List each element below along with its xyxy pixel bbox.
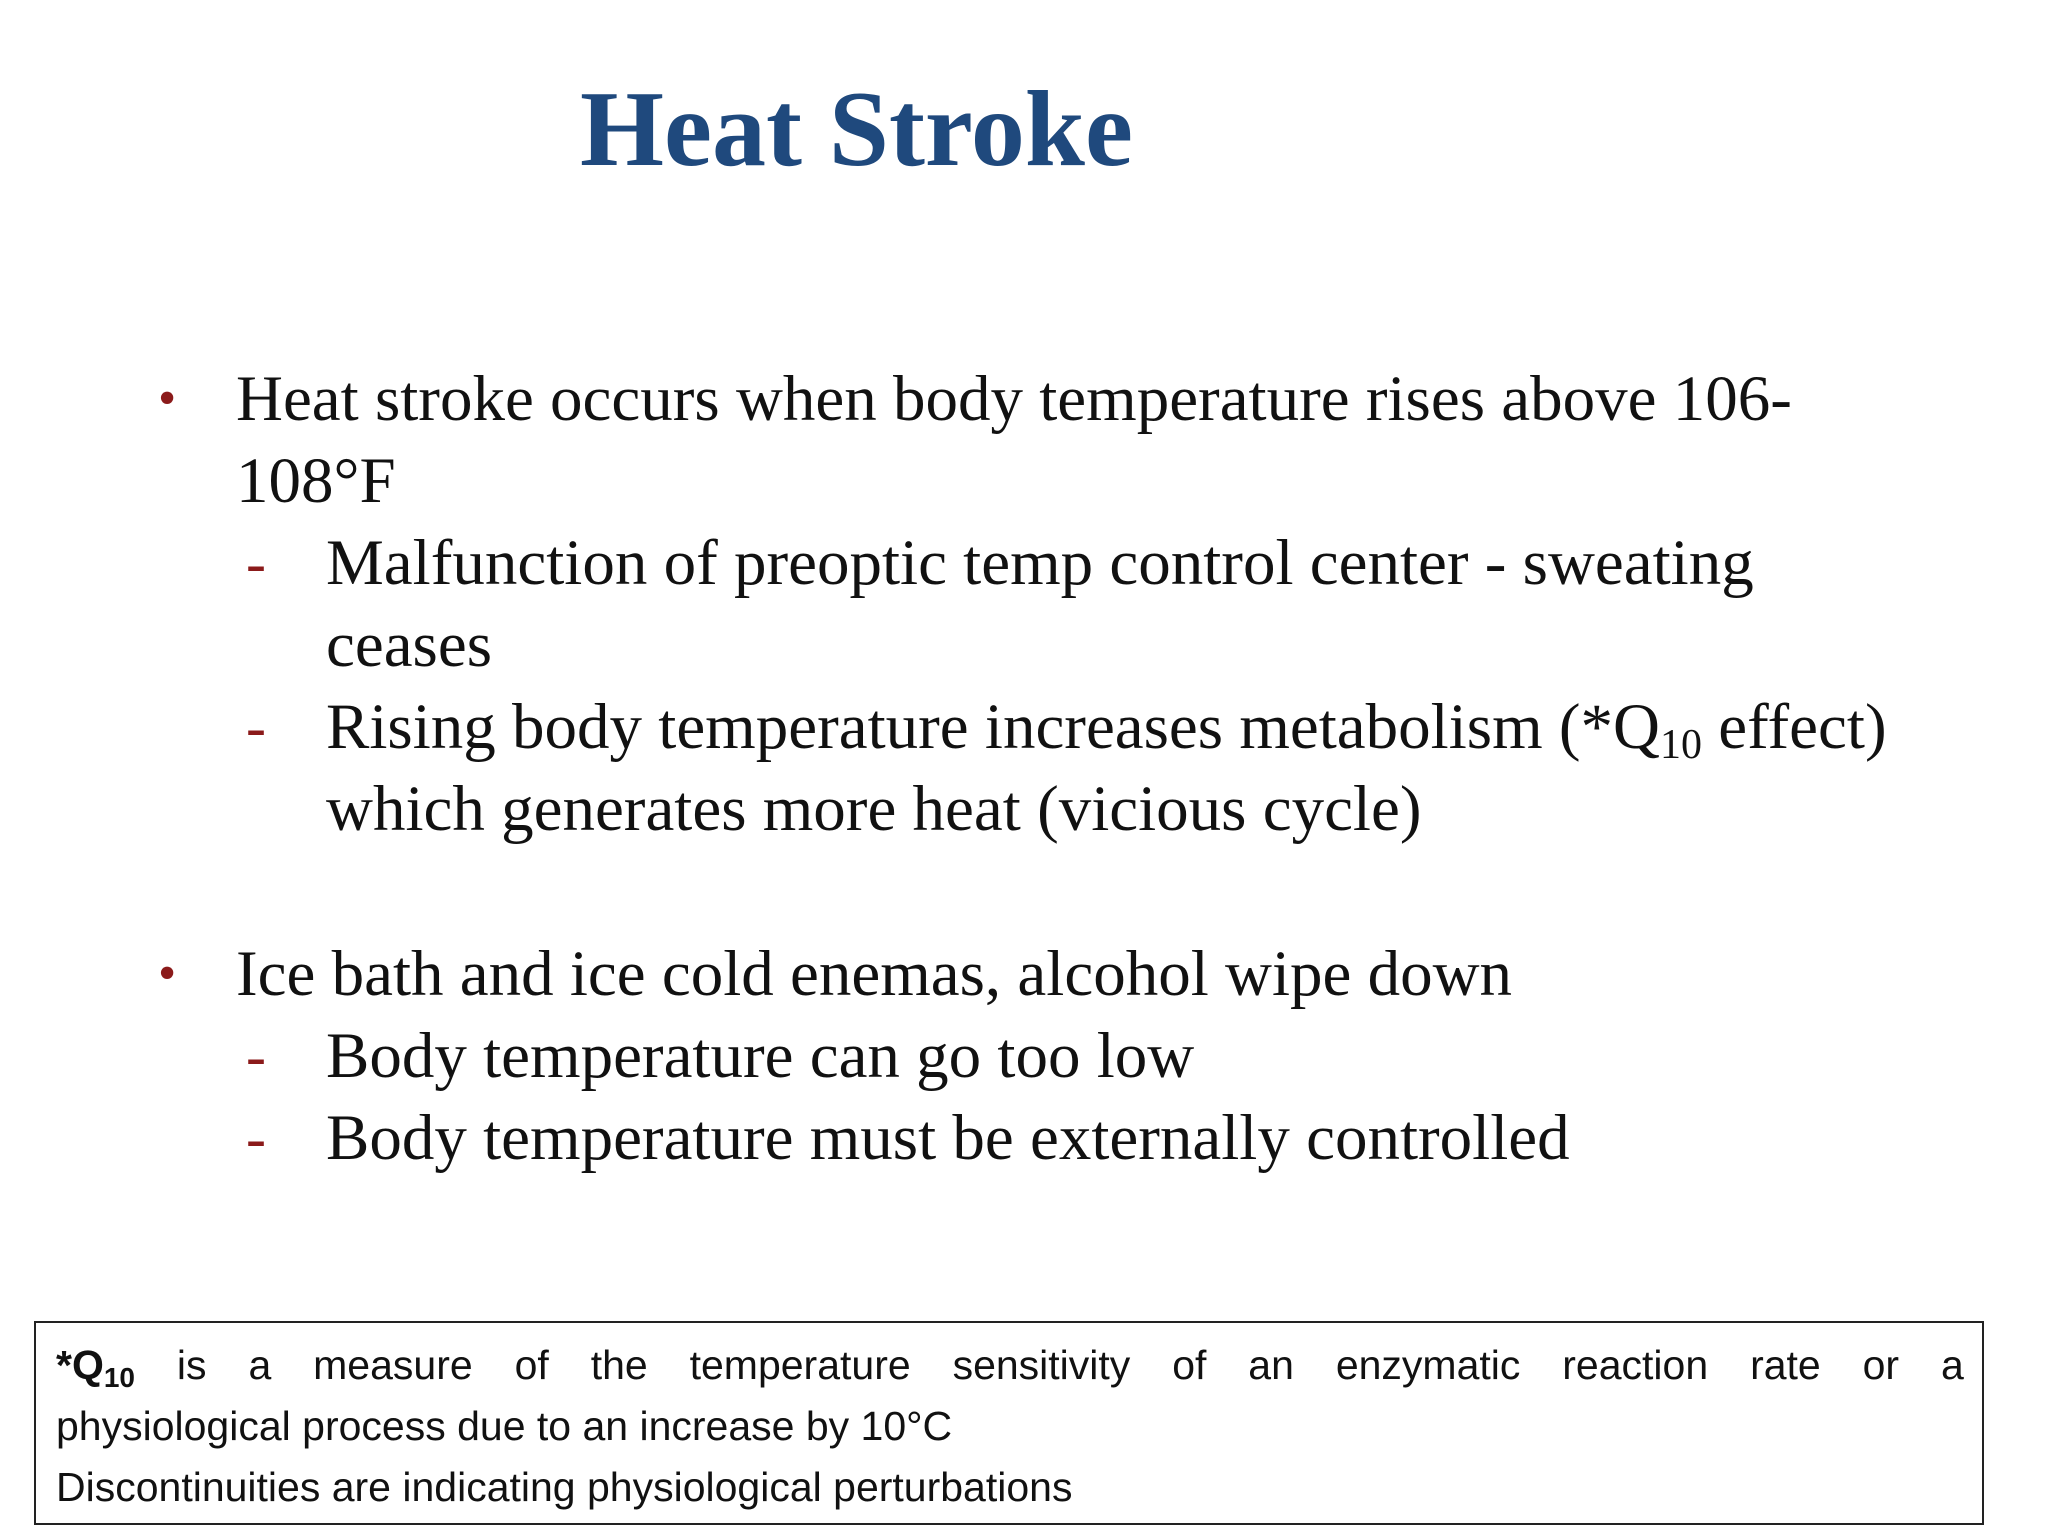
footnote-word: an (1248, 1342, 1294, 1388)
footnote-word: of (514, 1342, 549, 1388)
footnote-line-3: Discontinuities are indicating physiological perturbations (56, 1464, 1073, 1510)
footnote-word: a (248, 1342, 272, 1388)
sub-item-externally-controlled (236, 1097, 1910, 1179)
bullet-item-heat-stroke (150, 358, 1910, 850)
footnote-word: the (590, 1342, 648, 1388)
sub-item-malfunction (236, 522, 1910, 686)
sub-item-text: Malfunction of preoptic temp control center - sweating ceases (326, 527, 1754, 681)
footnote-word: rate (1750, 1342, 1821, 1388)
sub-list (236, 522, 1910, 850)
bullet-list-2 (150, 933, 1910, 1179)
footnote-word: measure (313, 1342, 473, 1388)
footnote-line-1 (56, 1335, 1964, 1396)
dash-icon: - (246, 530, 266, 596)
bullet-text: Heat stroke occurs when body temperature rises above 106-108°F (236, 363, 1792, 517)
sub-item-rising-temperature (236, 686, 1910, 850)
dash-icon: - (246, 694, 266, 760)
footnote-lead (56, 1342, 136, 1393)
bullet-icon: • (158, 370, 177, 427)
sub-list (236, 1015, 1910, 1179)
bullet-list-1 (150, 358, 1910, 850)
q10-subscript: 10 (1659, 722, 1702, 768)
footnote-lead-text: *Q (56, 1342, 104, 1388)
footnote-word: or (1862, 1342, 1900, 1388)
footnote-word: of (1172, 1342, 1207, 1388)
dash-icon: - (246, 1105, 266, 1171)
sub-item-text-before: Rising body temperature increases metabolism (*Q (326, 691, 1660, 763)
bullet-item-ice-bath (150, 933, 1910, 1179)
footnote-word: enzymatic (1335, 1342, 1521, 1388)
sub-item-text-after: effect) which generates more heat (vicious cycle) (326, 691, 1887, 845)
sub-item-too-low (236, 1015, 1910, 1097)
footnote-word: sensitivity (952, 1342, 1131, 1388)
sub-item-text: Body temperature must be externally controlled (326, 1102, 1570, 1174)
footnote-line-2: physiological process due to an increase by 10°C (56, 1403, 953, 1449)
footnote-word: a (1941, 1342, 1964, 1388)
footnote-word: temperature (689, 1342, 911, 1388)
footnote-box (34, 1321, 1984, 1525)
slide-title: Heat Stroke (580, 70, 1133, 189)
sub-item-text: Body temperature can go too low (326, 1020, 1195, 1092)
footnote-word: reaction (1562, 1342, 1709, 1388)
bullet-text: Ice bath and ice cold enemas, alcohol wipe down (236, 938, 1513, 1010)
bullet-icon: • (158, 945, 177, 1002)
footnote-lead-subscript: 10 (103, 1362, 136, 1393)
dash-icon: - (246, 1023, 266, 1089)
footnote-word: is (176, 1342, 207, 1388)
